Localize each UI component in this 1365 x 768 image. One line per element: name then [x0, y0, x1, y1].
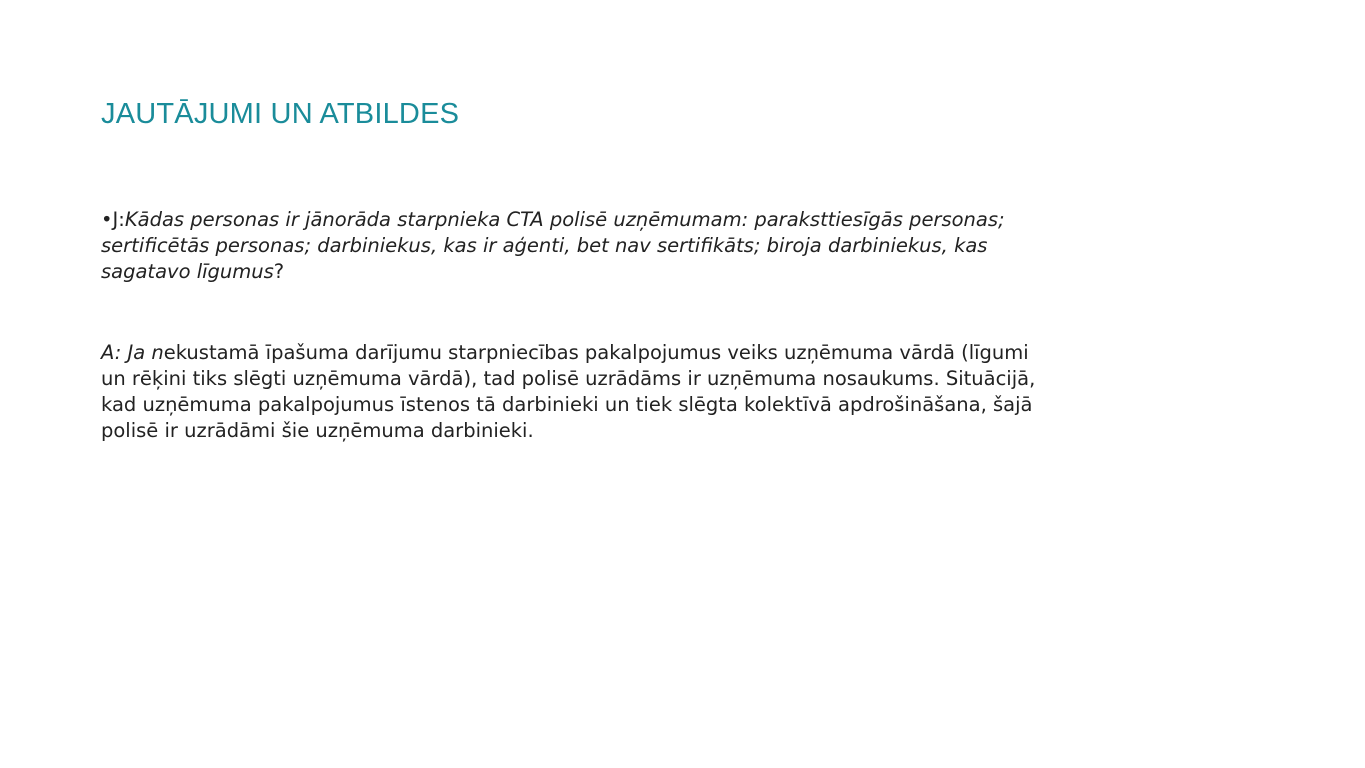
- bullet: •: [101, 208, 113, 231]
- question-mark: ?: [273, 260, 285, 283]
- answer-label: A: Ja n: [101, 341, 164, 364]
- answer-paragraph: [101, 340, 1271, 444]
- question-label: J:: [112, 208, 125, 231]
- answer-text: ekustamā īpašuma darījumu starpniecības pakalpojumus veiks uzņēmuma vārdā (līgumi un rēķini tiks slēgti uzņēmuma vārdā), tad polisē uzrādāms ir uzņēmuma nosaukums. Situācijā, kad uzņēmuma pakalpojumus īstenos tā darbinieki un tiek slēgta kolektīvā apdrošināšana, šajā polisē ir uzrādāmi šie uzņēmuma darbinieki.: [101, 341, 1036, 442]
- question-text: Kādas personas ir jānorāda starpnieka CTA polisē uzņēmumam: paraksttiesīgās personas; sertificētās personas; darbiniekus, kas ir aģenti, bet nav sertifikāts; biroja darbiniekus, kas sagatavo līgumus: [101, 208, 1005, 283]
- question-block: [101, 207, 1271, 285]
- slide-title: JAUTĀJUMI UN ATBILDES: [101, 98, 460, 130]
- answer-block: [101, 340, 1271, 444]
- question-paragraph: [101, 207, 1271, 285]
